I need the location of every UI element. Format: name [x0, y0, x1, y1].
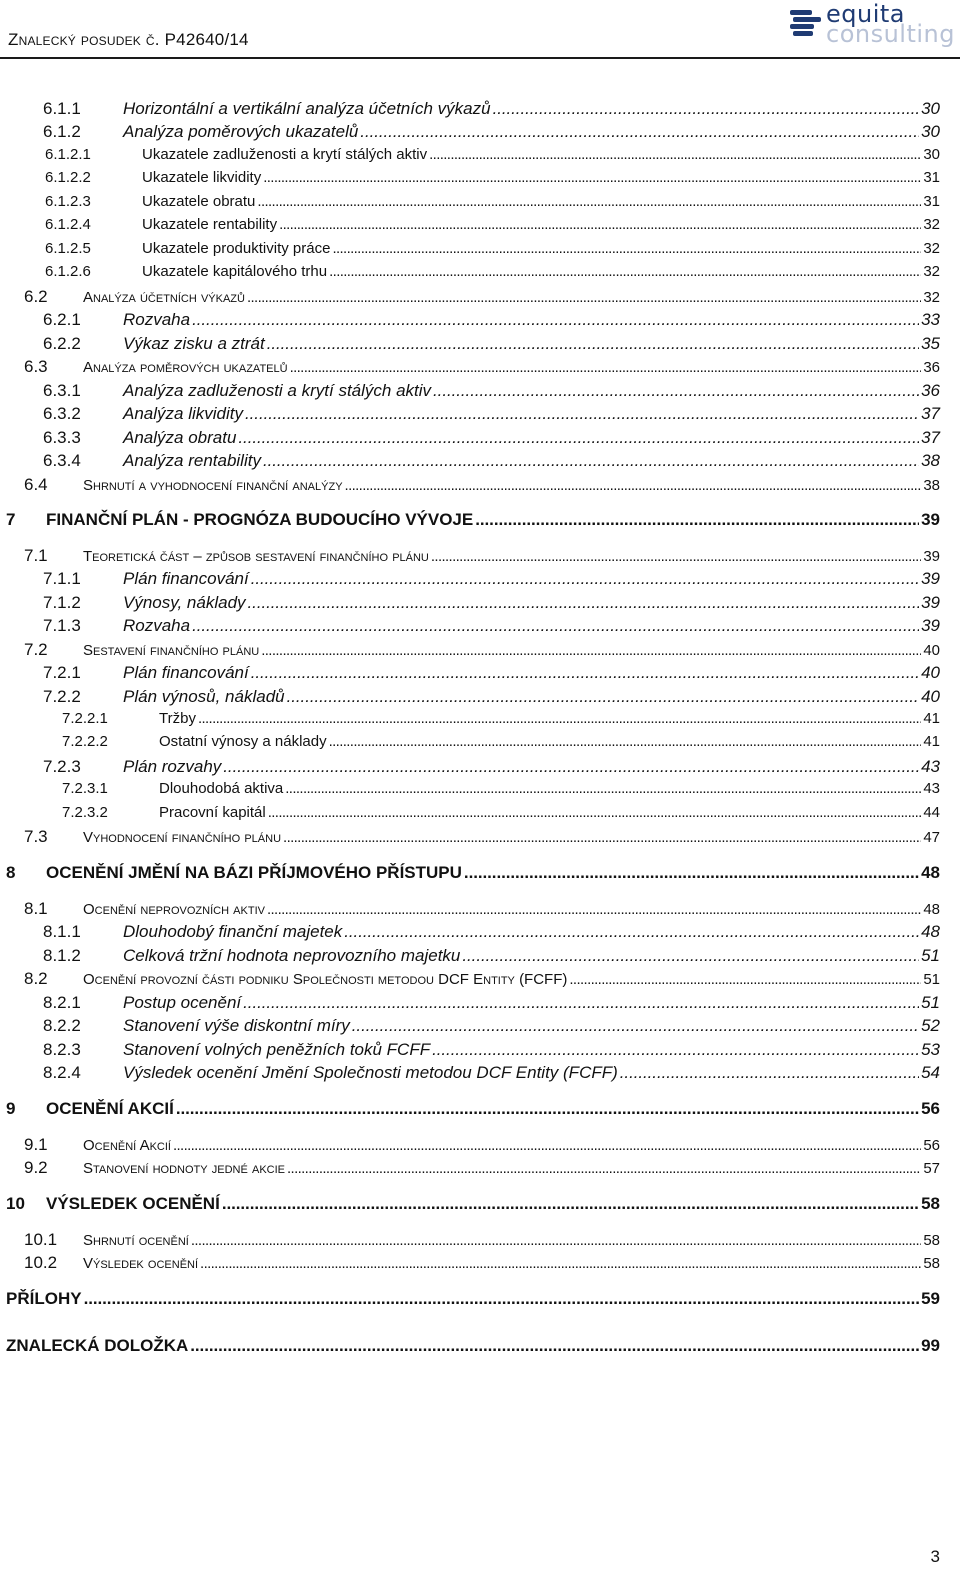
toc-entry-title: Stanovení hodnoty jedné akcie: [83, 1160, 285, 1177]
toc-entry-number: 6.1.2.4: [45, 216, 91, 233]
toc-entry-number: 6.1.2.5: [45, 240, 91, 257]
toc-entry-page: 40: [921, 663, 940, 682]
toc-entry-number: 6.1.2.2: [45, 169, 91, 186]
equita-consulting-logo: [790, 2, 960, 48]
toc-entry-number: 8.2.2: [43, 1016, 81, 1035]
toc-entry[interactable]: [62, 710, 940, 727]
toc-entry-title: Dlouhodobá aktiva: [159, 780, 284, 797]
toc-entry-title: Plán financování: [123, 569, 249, 588]
toc-entry[interactable]: [43, 451, 940, 471]
toc-entry[interactable]: [43, 663, 940, 683]
toc-entry-page: 99: [921, 1336, 940, 1355]
toc-entry[interactable]: [43, 569, 940, 589]
toc-dot-leader: [329, 733, 922, 750]
toc-entry-title: Ukazatele likvidity: [142, 169, 262, 186]
toc-entry-page: 52: [921, 1016, 940, 1035]
toc-entry-number: 7.2.2.1: [62, 710, 108, 727]
toc-entry-page: 53: [921, 1040, 940, 1059]
toc-entry[interactable]: [24, 475, 940, 495]
toc-dot-leader: [290, 359, 922, 376]
toc-entry-page: 30: [923, 146, 940, 163]
toc-dot-leader: [345, 477, 922, 494]
toc-entry-title: Analýza likvidity: [123, 404, 243, 423]
toc-dot-leader: [198, 710, 921, 727]
toc-entry[interactable]: [43, 922, 940, 942]
toc-dot-leader: [344, 922, 919, 942]
toc-entry-page: 54: [921, 1063, 940, 1082]
toc-entry-page: 44: [923, 804, 940, 821]
toc-entry-title: Výkaz zisku a ztrát: [123, 334, 265, 353]
toc-entry-number: 6.1.2.3: [45, 193, 91, 210]
toc-entry-number: 7.2.3.1: [62, 780, 108, 797]
toc-entry-title: Analýza poměrových ukazatelů: [123, 122, 359, 141]
toc-entry-title: Ukazatele zadluženosti a krytí stálých aktiv: [142, 146, 428, 163]
toc-entry-page: 30: [921, 122, 940, 141]
toc-entry-title: Tržby: [159, 710, 196, 727]
toc-entry-number: 7.1: [24, 546, 48, 565]
toc-entry[interactable]: [43, 1016, 940, 1036]
toc-entry[interactable]: [24, 899, 940, 919]
toc-entry-title: Rozvaha: [123, 616, 191, 635]
toc-entry[interactable]: [45, 240, 940, 257]
toc-dot-leader: [433, 381, 919, 401]
toc-dot-leader: [429, 146, 921, 163]
header-divider: [0, 57, 960, 59]
toc-entry-title: OCENĚNÍ AKCIÍ: [46, 1099, 174, 1118]
toc-entry-page: 43: [923, 780, 940, 797]
toc-dot-leader: [257, 193, 921, 210]
toc-entry[interactable]: [24, 1230, 940, 1250]
toc-dot-leader: [329, 263, 921, 280]
toc-entry-title: Ukazatele rentability: [142, 216, 278, 233]
toc-entry-number: 7.1.3: [43, 616, 81, 635]
toc-entry-number: 9.2: [24, 1158, 48, 1177]
toc-dot-leader: [263, 451, 919, 471]
toc-entry-page: 51: [921, 993, 940, 1012]
toc-dot-leader: [279, 216, 921, 233]
toc-entry-title: Stanovení volných peněžních toků FCFF: [123, 1040, 431, 1059]
toc-entry[interactable]: [24, 287, 940, 307]
toc-entry[interactable]: [6, 1194, 940, 1214]
toc-entry-title: Ukazatele kapitálového trhu: [142, 263, 328, 280]
toc-dot-leader: [261, 642, 921, 659]
toc-entry[interactable]: [43, 1040, 940, 1060]
toc-entry-page: 43: [921, 757, 940, 776]
toc-entry-title: Analýza zadluženosti a krytí stálých aktiv: [123, 381, 432, 400]
toc-dot-leader: [200, 1255, 921, 1272]
toc-entry-page: 32: [923, 263, 940, 280]
toc-dot-leader: [464, 863, 919, 883]
toc-dot-leader: [222, 1194, 919, 1214]
toc-entry-page: 41: [923, 733, 940, 750]
toc-entry-title: Analýza účetních výkazů: [83, 289, 245, 306]
toc-entry-title: Výsledek ocenění Jmění Společnosti metodou DCF Entity (FCFF): [123, 1063, 618, 1082]
toc-entry-title: Ukazatele obratu: [142, 193, 256, 210]
toc-dot-leader: [620, 1063, 919, 1083]
toc-entry-number: 9.1: [24, 1135, 48, 1154]
toc-entry-title: Plán rozvahy: [123, 757, 222, 776]
toc-dot-leader: [176, 1099, 919, 1119]
toc-entry-title: Plán výnosů, nákladů: [123, 687, 285, 706]
toc-entry-title: Rozvaha: [123, 310, 191, 329]
toc-entry-page: 30: [921, 99, 940, 118]
toc-entry-page: 38: [923, 477, 940, 494]
toc-entry-page: 47: [923, 829, 940, 846]
toc-dot-leader: [263, 169, 921, 186]
toc-entry-title: VÝSLEDEK OCENĚNÍ: [46, 1194, 220, 1213]
toc-entry[interactable]: [62, 780, 940, 797]
toc-entry-number: 8.1.2: [43, 946, 81, 965]
toc-entry-number: 7.2.2: [43, 687, 81, 706]
logo-wordmark-consulting: consulting: [826, 20, 955, 48]
toc-entry-number: 6.1.2.6: [45, 263, 91, 280]
toc-entry-title: Horizontální a vertikální analýza účetních výkazů: [123, 99, 491, 118]
toc-entry[interactable]: [43, 99, 940, 119]
toc-entry-number: 8: [6, 863, 16, 882]
toc-entry-number: 8.2.4: [43, 1063, 81, 1082]
toc-entry-page: 48: [921, 863, 940, 882]
toc-entry[interactable]: [43, 616, 940, 636]
toc-dot-leader: [248, 593, 920, 613]
toc-dot-leader: [287, 687, 919, 707]
toc-entry-title: Analýza obratu: [123, 428, 237, 447]
toc-entry-page: 32: [923, 216, 940, 233]
toc-entry-title: Dlouhodobý finanční majetek: [123, 922, 343, 941]
toc-entry-number: 9: [6, 1099, 16, 1118]
document-header-title: [8, 30, 249, 50]
toc-entry[interactable]: [43, 687, 940, 707]
toc-entry[interactable]: [43, 404, 940, 424]
toc-entry-number: 10.2: [24, 1253, 58, 1272]
toc-entry-page: 39: [923, 548, 940, 565]
toc-entry-page: 38: [921, 451, 940, 470]
toc-entry-title: Shrnutí a vyhodnocení finanční analýzy: [83, 477, 343, 494]
toc-entry-page: 40: [923, 642, 940, 659]
toc-entry-page: 51: [921, 946, 940, 965]
toc-entry[interactable]: [45, 169, 940, 186]
toc-entry-number: 6.2: [24, 287, 48, 306]
toc-entry-page: 33: [921, 310, 940, 329]
toc-entry[interactable]: [6, 863, 940, 883]
toc-entry-number: 7: [6, 510, 16, 529]
toc-entry-title: FINANČNÍ PLÁN - PROGNÓZA BUDOUCÍHO VÝVOJE: [46, 510, 474, 529]
toc-entry[interactable]: [43, 757, 940, 777]
toc-entry[interactable]: [6, 1099, 940, 1119]
toc-dot-leader: [192, 616, 919, 636]
toc-entry-title: Analýza poměrových ukazatelů: [83, 359, 288, 376]
toc-dot-leader: [569, 971, 921, 988]
toc-entry-page: 48: [921, 922, 940, 941]
toc-entry-page: 37: [921, 428, 940, 447]
toc-dot-leader: [332, 240, 921, 257]
toc-entry-title: Shrnutí ocenění: [83, 1232, 189, 1249]
toc-entry-page: 56: [923, 1137, 940, 1154]
toc-entry-page: 41: [923, 710, 940, 727]
toc-dot-leader: [247, 289, 921, 306]
toc-entry-title: Postup ocenění: [123, 993, 242, 1012]
toc-entry-number: 7.2.3: [43, 757, 81, 776]
document-header-title-text: Znalecký posudek č. P42640/14: [8, 30, 249, 49]
toc-dot-leader: [84, 1289, 920, 1309]
toc-dot-leader: [431, 548, 921, 565]
toc-entry[interactable]: [45, 193, 940, 210]
toc-entry-number: 7.2.3.2: [62, 804, 108, 821]
toc-entry-title: Vyhodnocení finančního plánu: [83, 829, 282, 846]
toc-entry-title: Výsledek ocenění: [83, 1255, 199, 1272]
toc-entry[interactable]: [24, 357, 940, 377]
toc-entry[interactable]: [43, 993, 940, 1013]
toc-entry-title: Teoretická část – způsob sestavení finančního plánu: [83, 548, 429, 565]
toc-dot-leader: [268, 804, 922, 821]
toc-dot-leader: [432, 1040, 919, 1060]
toc-dot-leader: [267, 901, 921, 918]
toc-dot-leader: [223, 757, 919, 777]
toc-entry-number: 8.1: [24, 899, 48, 918]
toc-entry[interactable]: [43, 381, 940, 401]
toc-entry-page: 40: [921, 687, 940, 706]
toc-entry[interactable]: [43, 1063, 940, 1083]
toc-entry-title: Celková tržní hodnota neprovozního majetku: [123, 946, 461, 965]
toc-entry-number: 6.1.2: [43, 122, 81, 141]
toc-entry-page: 32: [923, 240, 940, 257]
toc-entry[interactable]: [43, 122, 940, 142]
toc-entry-page: 58: [923, 1232, 940, 1249]
toc-dot-leader: [190, 1336, 919, 1356]
toc-entry-number: 7.2.2.2: [62, 733, 108, 750]
toc-entry-title: OCENĚNÍ JMĚNÍ NA BÁZI PŘÍJMOVÉHO PŘÍSTUPU: [46, 863, 462, 882]
toc-entry-page: 48: [923, 901, 940, 918]
toc-entry[interactable]: [43, 428, 940, 448]
toc-entry-number: 10: [6, 1194, 25, 1213]
toc-entry-page: 39: [921, 569, 940, 588]
toc-entry-number: 7.2.1: [43, 663, 81, 682]
toc-entry-page: 57: [923, 1160, 940, 1177]
toc-entry[interactable]: [43, 946, 940, 966]
toc-entry[interactable]: [45, 216, 940, 233]
toc-entry-page: 36: [921, 381, 940, 400]
toc-entry-page: 58: [921, 1194, 940, 1213]
toc-entry-title: ZNALECKÁ DOLOŽKA: [6, 1336, 189, 1355]
toc-entry[interactable]: [24, 546, 940, 566]
toc-dot-leader: [267, 334, 919, 354]
toc-dot-leader: [192, 310, 919, 330]
toc-entry-number: 8.1.1: [43, 922, 81, 941]
toc-dot-leader: [475, 510, 919, 530]
toc-entry-number: 6.3.4: [43, 451, 81, 470]
toc-entry-page: 39: [921, 593, 940, 612]
toc-entry-title: Ocenění Akcií: [83, 1137, 171, 1154]
toc-entry-title: Ukazatele produktivity práce: [142, 240, 331, 257]
toc-entry-page: 59: [921, 1289, 940, 1308]
toc-entry-number: 7.1.1: [43, 569, 81, 588]
toc-dot-leader: [360, 122, 919, 142]
toc-dot-leader: [462, 946, 919, 966]
toc-entry[interactable]: [24, 969, 940, 989]
toc-entry[interactable]: [24, 1253, 940, 1273]
toc-entry-title: Ocenění neprovozních aktiv: [83, 901, 265, 918]
toc-entry-number: 7.3: [24, 827, 48, 846]
toc-entry[interactable]: [43, 310, 940, 330]
toc-entry-title: Stanovení výše diskontní míry: [123, 1016, 350, 1035]
toc-entry[interactable]: [43, 334, 940, 354]
toc-entry-title: Výnosy, náklady: [123, 593, 246, 612]
toc-entry-number: 10.1: [24, 1230, 58, 1249]
toc-dot-leader: [238, 428, 919, 448]
toc-entry-number: 6.2.1: [43, 310, 81, 329]
toc-entry-page: 37: [921, 404, 940, 423]
toc-entry-number: 6.4: [24, 475, 48, 494]
toc-dot-leader: [251, 663, 919, 683]
toc-entry[interactable]: [24, 1158, 940, 1178]
toc-entry[interactable]: [62, 804, 940, 821]
toc-entry-page: 35: [921, 334, 940, 353]
toc-dot-leader: [245, 404, 919, 424]
page-number: 3: [930, 1547, 940, 1566]
toc-entry-title: Analýza rentability: [123, 451, 261, 470]
toc-entry-number: 7.1.2: [43, 593, 81, 612]
toc-entry-number: 7.2: [24, 640, 48, 659]
toc-entry-number: 6.3: [24, 357, 48, 376]
toc-dot-leader: [283, 829, 921, 846]
toc-entry-number: 8.2.1: [43, 993, 81, 1012]
toc-dot-leader: [493, 99, 920, 119]
toc-entry[interactable]: [6, 1289, 940, 1309]
toc-dot-leader: [191, 1232, 921, 1249]
toc-entry-page: 58: [923, 1255, 940, 1272]
toc-entry-page: 51: [923, 971, 940, 988]
toc-entry-page: 32: [923, 289, 940, 306]
toc-dot-leader: [287, 1160, 921, 1177]
toc-entry-title: Pracovní kapitál: [159, 804, 266, 821]
toc-entry-page: 31: [923, 193, 940, 210]
toc-dot-leader: [352, 1016, 919, 1036]
toc-entry-number: 6.1.1: [43, 99, 81, 118]
toc-entry-number: 6.3.3: [43, 428, 81, 447]
toc-entry-number: 6.3.2: [43, 404, 81, 423]
toc-entry-title: Ocenění provozní části podniku Společnosti metodou DCF Entity (FCFF): [83, 971, 568, 988]
toc-entry[interactable]: [45, 146, 940, 163]
toc-entry-page: 39: [921, 616, 940, 635]
toc-entry-number: 6.2.2: [43, 334, 81, 353]
toc-entry-page: 36: [923, 359, 940, 376]
toc-entry[interactable]: [6, 510, 940, 530]
toc-entry-title: Sestavení finančního plánu: [83, 642, 260, 659]
toc-entry[interactable]: [24, 827, 940, 847]
toc-dot-leader: [285, 780, 921, 797]
toc-entry[interactable]: [62, 733, 940, 750]
toc-entry-page: 31: [923, 169, 940, 186]
toc-entry-number: 8.2: [24, 969, 48, 988]
logo-wordmark-equita: equita: [826, 0, 905, 28]
toc-dot-leader: [243, 993, 919, 1013]
toc-entry-title: Plán financování: [123, 663, 249, 682]
toc-entry-number: 8.2.3: [43, 1040, 81, 1059]
toc-dot-leader: [251, 569, 919, 589]
toc-entry[interactable]: [24, 640, 940, 660]
toc-entry[interactable]: [43, 593, 940, 613]
toc-entry-page: 56: [921, 1099, 940, 1118]
toc-entry[interactable]: [45, 263, 940, 280]
toc-entry-title: PŘÍLOHY: [6, 1289, 82, 1308]
toc-entry[interactable]: [6, 1336, 940, 1356]
toc-entry-number: 6.3.1: [43, 381, 81, 400]
toc-entry-page: 39: [921, 510, 940, 529]
toc-entry-number: 6.1.2.1: [45, 146, 91, 163]
toc-entry[interactable]: [24, 1135, 940, 1155]
toc-entry-title: Ostatní výnosy a náklady: [159, 733, 327, 750]
toc-dot-leader: [173, 1137, 921, 1154]
